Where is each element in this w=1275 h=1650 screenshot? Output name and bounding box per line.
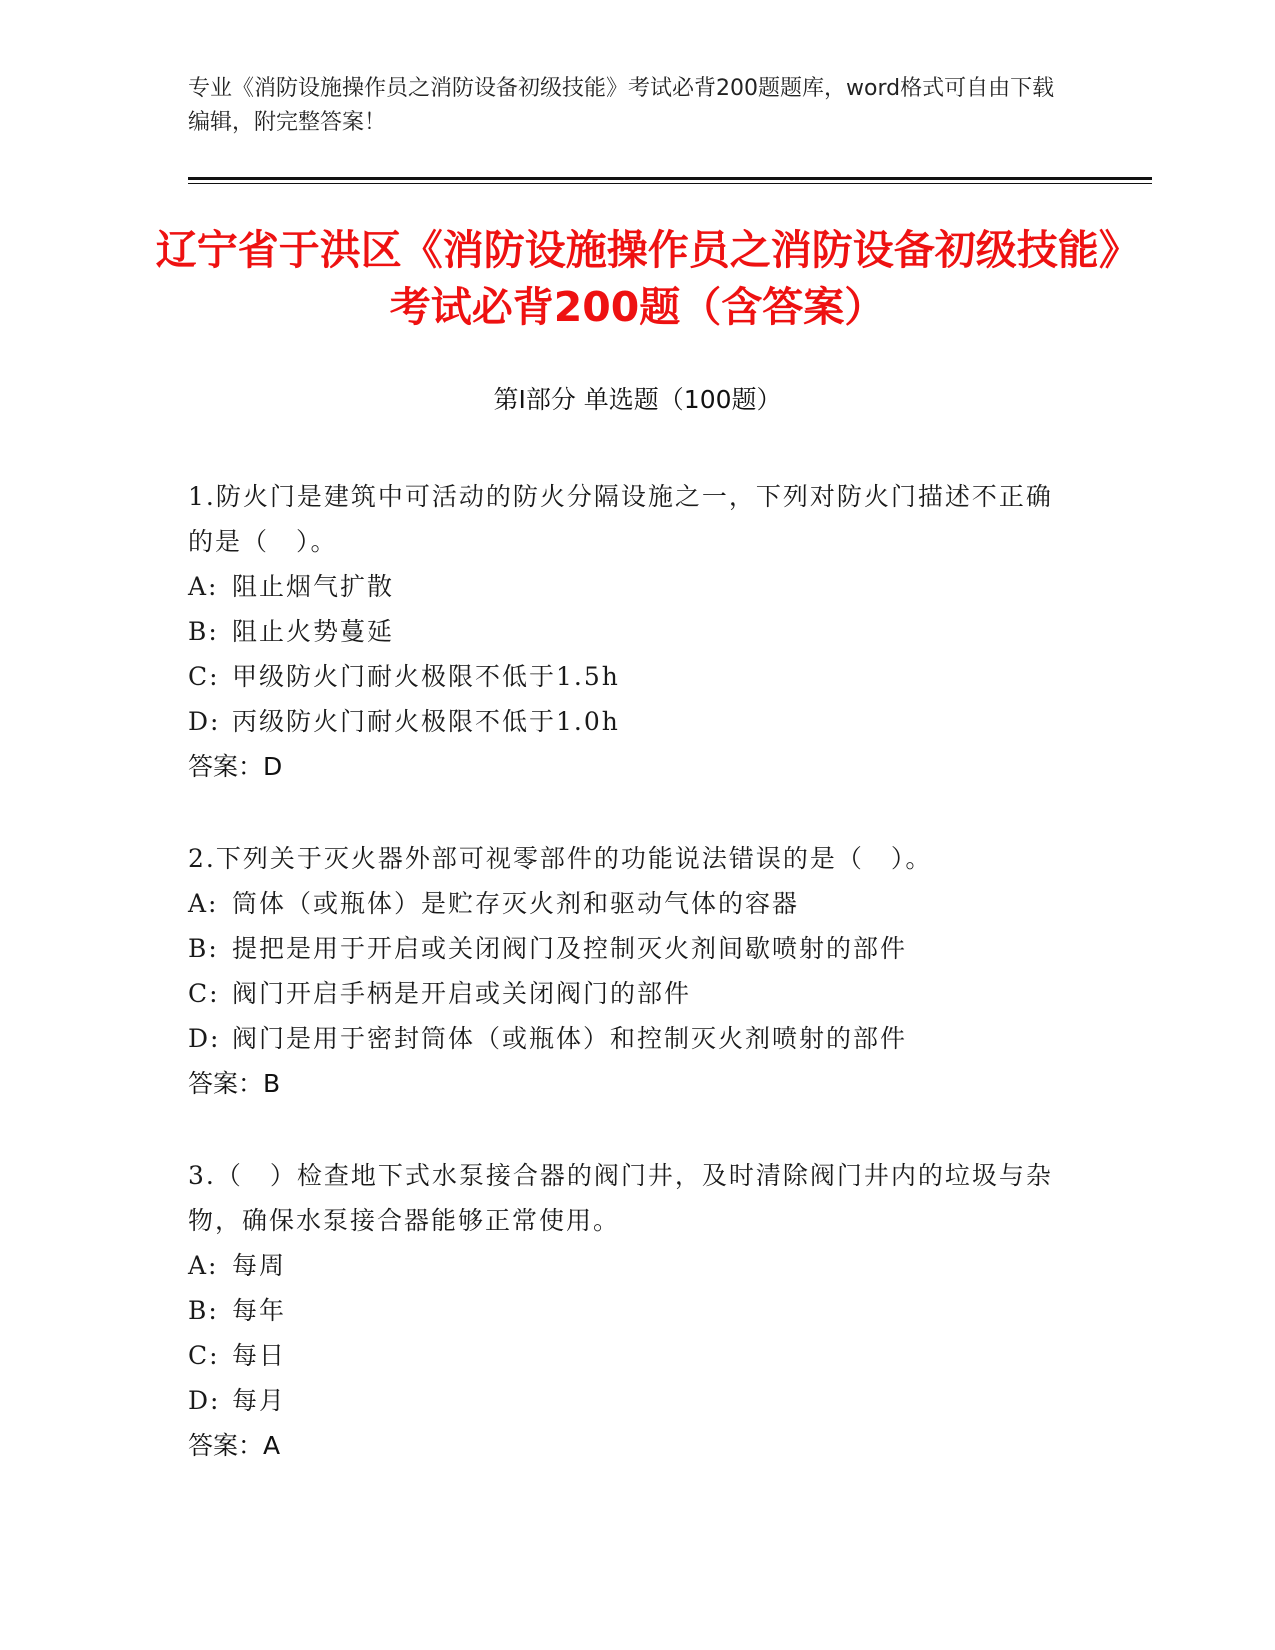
option-key: B:: [188, 934, 219, 963]
question-text: 1.防火门是建筑中可活动的防火分隔设施之一，下列对防火门描述不正确的是（ ）。: [188, 482, 1053, 556]
option-key: B:: [188, 617, 219, 646]
option-key: C:: [188, 979, 220, 1008]
option-key: A:: [188, 572, 219, 601]
option-key: C:: [188, 1341, 220, 1370]
answer-line: 答案：D: [188, 752, 283, 781]
option-a: [188, 1243, 1068, 1288]
option-c: [188, 971, 1068, 1016]
option-text: 每日: [232, 1341, 287, 1370]
option-text: 筒体（或瓶体）是贮存灭火剂和驱动气体的容器: [232, 889, 800, 918]
option-c: [188, 654, 1068, 699]
option-text: 每年: [232, 1296, 287, 1325]
option-text: 每月: [232, 1386, 287, 1415]
question-text: 2.下列关于灭火器外部可视零部件的功能说法错误的是（ ）。: [188, 844, 933, 873]
header-divider-thick: [188, 177, 1152, 180]
option-key: B:: [188, 1296, 219, 1325]
option-text: 阻止火势蔓延: [232, 617, 395, 646]
document-title: 辽宁省于洪区《消防设施操作员之消防设备初级技能》考试必背200题（含答案）: [155, 226, 1120, 331]
option-c: [188, 1333, 1068, 1378]
option-text: 甲级防火门耐火极限不低于1.5h: [232, 662, 620, 691]
option-key: C:: [188, 662, 220, 691]
answer-line: 答案：B: [188, 1069, 281, 1098]
option-text: 每周: [232, 1251, 287, 1280]
option-text: 阻止烟气扩散: [232, 572, 395, 601]
section-heading: 第Ⅰ部分 单选题（100题）: [493, 385, 782, 414]
header-divider-thin: [188, 183, 1152, 184]
option-key: D:: [188, 707, 221, 736]
option-d: [188, 699, 1068, 744]
option-text: 阀门是用于密封筒体（或瓶体）和控制灭火剂喷射的部件: [232, 1024, 908, 1053]
option-b: [188, 926, 1068, 971]
question-2: [188, 836, 1068, 1106]
option-b: [188, 609, 1068, 654]
option-key: D:: [188, 1386, 221, 1415]
option-a: [188, 881, 1068, 926]
question-3: [188, 1153, 1068, 1468]
option-key: D:: [188, 1024, 221, 1053]
option-text: 阀门开启手柄是开启或关闭阀门的部件: [232, 979, 692, 1008]
question-list: [188, 474, 1068, 1515]
option-text: 丙级防火门耐火极限不低于1.0h: [232, 707, 620, 736]
answer-line: 答案：A: [188, 1431, 281, 1460]
option-a: [188, 564, 1068, 609]
option-text: 提把是用于开启或关闭阀门及控制灭火剂间歇喷射的部件: [232, 934, 908, 963]
option-key: A:: [188, 889, 219, 918]
header-note: 专业《消防设施操作员之消防设备初级技能》考试必背200题题库，word格式可自由下载编辑，附完整答案！: [188, 76, 1055, 135]
option-b: [188, 1288, 1068, 1333]
option-key: A:: [188, 1251, 219, 1280]
question-1: [188, 474, 1068, 789]
option-d: [188, 1378, 1068, 1423]
option-d: [188, 1016, 1068, 1061]
question-text: 3.（ ）检查地下式水泵接合器的阀门井，及时清除阀门井内的垃圾与杂物，确保水泵接合器能够正常使用。: [188, 1161, 1053, 1235]
